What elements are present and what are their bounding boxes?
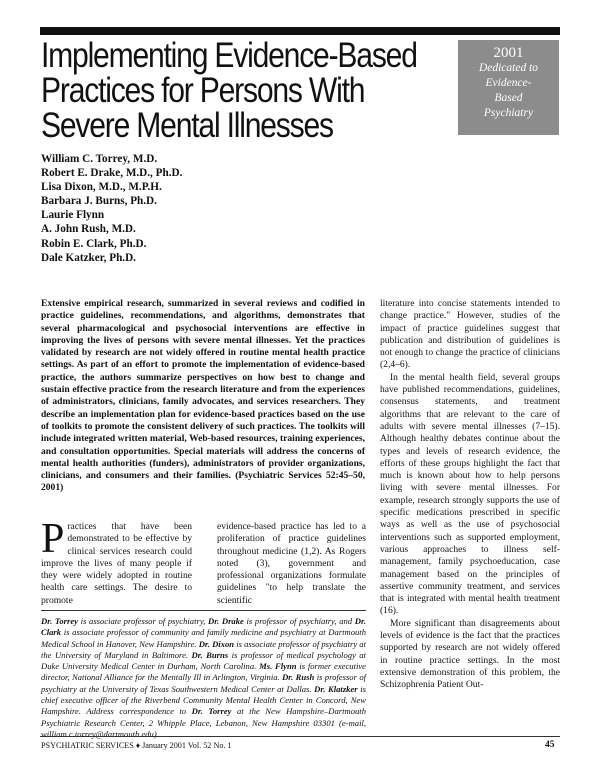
abstract-citation: (Psychiatric Services 52:45–50, 2001) [41,470,365,494]
body-paragraph: ractices that have been demonstrated to be effective by clinical services research could improve the lives of many people if they were widely adopted in routine health care settings. The desire to promote [41,521,192,606]
affiliation-name: Dr. Drake [207,616,244,626]
author-name: A. John Rush, M.D. [41,223,136,236]
affiliation-text: at the New Hampshire–Dartmouth Psychiatric Research Center, 2 Whipple Place, Lebanon, New Hampshire 03301 (e-mail, william.c.torrey@dartmouth.edu). [41,706,366,739]
badge-line: Psychiatry [483,107,534,119]
author-name: Dale Katzker, Ph.D. [41,251,136,264]
title-line: Practices for Persons With [41,71,365,110]
header-rule [40,27,560,35]
affiliation-text: is associate professor of psychiatry at the University of Maryland in Baltimore. [41,638,366,660]
body-column-2 [217,521,366,607]
affiliation-name: Dr. Clark [41,616,366,638]
body-column-3 [380,298,560,692]
badge-line: Dedicated to [478,62,539,74]
affiliation-name: Dr. Dixon [198,638,235,649]
footer-rule [40,736,560,737]
footnote-rule [41,610,366,611]
affiliation-text: is professor of psychiatry, and [243,616,355,626]
affiliation-text: is associate professor of community and family medicine and psychiatry at Dartmouth Medical School in Hanover, New Hampshire. [41,627,366,649]
affiliation-name: Ms. Flynn [259,661,297,672]
body-paragraph: In the mental health field, several groups have published recommendations, guidelines, consensus statements, and treatment algorithms that are relevant to the care of adults with severe mental illnesses (7–15). Although healthy debates continue about the types and levels of research evidence, the efforts of these groups highlight the fact that much is known about how to help persons living with severe mental illnesses. For example, research strongly supports the use of specific medications prescribed in specific ways as well as the use of psychosocial interventions such as supported employment, various approaches to illness self-management, family psychoeducation, case management based on the principles of assertive community treatment, and services that is integrated with mental health treatment (16). [380,371,560,617]
affiliation-text: is associate professor of psychiatry, [77,616,208,626]
author-list [41,152,182,265]
author-name: Robin E. Clark, Ph.D. [41,237,147,250]
affiliation-text: is professor of psychiatry at the University of Texas Southwestern Medical Center at Dallas. [41,672,367,694]
affiliation-name: Dr. Burns [191,649,229,660]
author-name: William C. Torrey, M.D. [41,153,158,165]
affiliation-text: is former executive director, National Alliance for the Mentally Ill in Arlington, Virginia. [41,661,367,683]
body-paragraph: evidence-based practice has led to a proliferation of practice guidelines throughout medicine (1,2). As Rogers noted (3), government and professional organizations formulate guidelines "to help translate the scientific [217,521,366,606]
body-paragraph: More significant than disagreements about levels of evidence is the fact that the practices supported by research are not widely offered in routine practice settings. In the most extensive demonstration of this problem, the Schizophrenia Patient Out- [380,617,560,691]
badge-line: Based [494,92,523,104]
author-name: Barbara J. Burns, Ph.D. [41,195,157,208]
abstract [41,298,365,495]
author-affiliations [41,616,366,740]
title-line: Implementing Evidence-Based [41,36,417,75]
article-title [41,36,417,145]
badge-year: 2001 [493,45,524,61]
body-paragraph: literature into concise statements intended to change practice." However, studies of the impact of practice guidelines suggest that publication and distribution of guidelines is not enough to change the practice of clinicians (2,4–6). [380,298,560,371]
badge-line: Evidence- [485,77,532,89]
affiliation-text: is professor of medical psychology at Duke University Medical Center in Durham, North Carolina. [41,649,366,672]
author-name: Lisa Dixon, M.D., M.P.H. [41,181,162,194]
affiliation-name: Dr. Klatzker [314,683,358,694]
affiliation-name: Dr. Torrey [41,616,78,626]
affiliation-name: Dr. Rush [282,672,315,683]
drop-cap: P [41,516,65,562]
author-name: Laurie Flynn [41,209,105,222]
journal-footer: PSYCHIATRIC SERVICES ♦ January 2001 Vol. 52 No. 1 [41,741,232,750]
series-badge [458,40,559,135]
page-number: 45 [545,740,555,750]
affiliation-text: is chief executive officer of the Riverbend Community Mental Health Center in Concord, New Hampshire. Address correspondence to [41,683,366,717]
affiliation-name: Dr. Torrey [191,706,232,717]
title-line: Severe Mental Illnesses [41,106,333,145]
abstract-text: Extensive empirical research, summarized in several reviews and codified in practice guidelines, recommendations, and algorithms, demonstrates that several pharmacological and psychosocial interventions are effective in improving the lives of persons with severe mental illnesses. Yet the practices validated by research are not widely offered in routine mental health practice settings. As part of an effort to promote the implementation of evidence-based practice, the authors summarize perspectives on how best to change and sustain effective practice from the research literature and from the experiences of administrators, clinicians, family advocates, and services researchers. They describe an implementation plan for evidence-based practices based on the use of toolkits to promote the consistent delivery of such practices. The toolkits will include integrated written material, Web-based resources, training experiences, and consultation opportunities. Special materials will address the concerns of mental health authorities (funders), administrators of provider organizations, clinicians, and consumers and their families. [41,298,365,482]
author-name: Robert E. Drake, M.D., Ph.D. [41,167,183,180]
body-column-1 [41,516,192,607]
